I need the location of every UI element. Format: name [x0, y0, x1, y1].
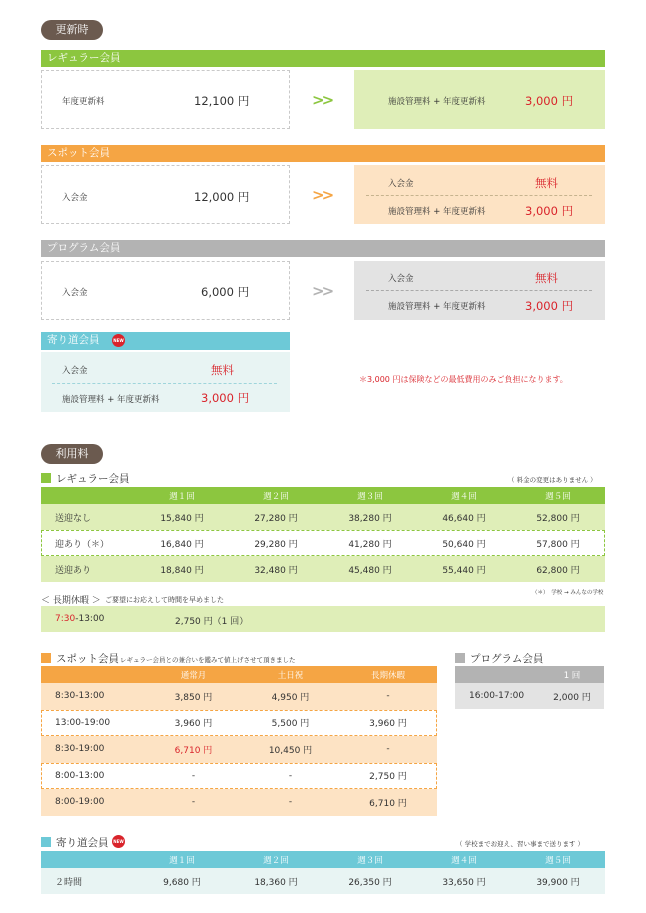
renewal-yorimichi-row1-price: 無料 [211, 363, 234, 377]
program-marker [455, 653, 465, 663]
table-cell: - [386, 744, 390, 755]
column-header: 週１回 [169, 491, 195, 502]
table-cell: - [288, 797, 293, 808]
new-badge: NEW [112, 334, 125, 347]
table-cell: 16:00-17:00 [469, 691, 525, 701]
divider [366, 290, 592, 291]
table-row [41, 736, 437, 763]
table-cell: 8:00-19:00 [55, 797, 105, 808]
table-row [41, 683, 437, 710]
table-cell: 6,710 円 [174, 745, 213, 756]
column-header: 週５回 [545, 855, 571, 866]
arrow-icon: >> [312, 91, 332, 109]
renewal-regular-right-label: 施設管理料 + 年度更新料 [388, 97, 486, 107]
renewal-spot-right1-label: 入会金 [388, 179, 414, 189]
usage-regular-footnote: （＊） 学校 → みんなの学校 [532, 590, 604, 596]
spot-marker [41, 653, 51, 663]
renewal-spot-right2-price: 3,000 円 [525, 204, 574, 218]
yorimichi-marker [41, 837, 51, 847]
table-cell: - [288, 770, 293, 781]
renewal-regular-left-label: 年度更新料 [62, 97, 105, 107]
holiday-time-end: -13:00 [75, 614, 105, 624]
usage-spot-note: レギュラー会員との兼合いを鑑みて値上げさせて頂きました [120, 656, 296, 664]
table-cell: 18,360 円 [254, 877, 298, 888]
table-cell: 9,680 円 [163, 877, 201, 888]
table-cell: 46,640 円 [442, 513, 486, 524]
table-cell: 15,840 円 [160, 513, 204, 524]
renewal-spot-right2-label: 施設管理料 + 年度更新料 [388, 207, 486, 217]
renewal-program-left-price: 6,000 円 [201, 285, 250, 299]
table-cell: 8:00-13:00 [55, 770, 105, 781]
column-header: 週５回 [545, 491, 571, 502]
arrow-icon: >> [312, 186, 332, 204]
table-cell: 10,450 円 [268, 745, 313, 756]
new-badge: NEW [112, 835, 125, 848]
column-header: 週２回 [263, 855, 289, 866]
column-header: 長期休暇 [370, 670, 405, 681]
table-cell: 41,280 円 [348, 539, 392, 550]
regular-marker [41, 473, 51, 483]
column-header: 1 回 [563, 670, 581, 681]
renewal-program-right2-label: 施設管理料 + 年度更新料 [388, 302, 486, 312]
usage-yorimichi-table [41, 851, 605, 894]
usage-regular-note: （ 料金の変更はありません ） [508, 476, 597, 484]
holiday-time [55, 614, 104, 624]
table-cell: 13:00-19:00 [55, 717, 111, 728]
renewal-spot-right1-price: 無料 [535, 176, 558, 190]
usage-spot-title: スポット会員 [56, 653, 119, 665]
table-cell: - [191, 770, 196, 781]
column-header: 週３回 [357, 855, 383, 866]
renewal-regular-left-price: 12,100 円 [194, 94, 250, 108]
renewal-program-left-label: 入会金 [62, 288, 88, 298]
holiday-price: 2,750 円（1 回） [175, 617, 249, 627]
renewal-program-right1-price: 無料 [535, 271, 558, 285]
holiday-note: ご要望にお応えして時間を早めました [105, 596, 224, 604]
table-cell: 27,280 円 [254, 513, 298, 524]
table-cell: 2,750 円 [369, 772, 407, 783]
column-header: 週１回 [169, 855, 195, 866]
renewal-program-right1-label: 入会金 [388, 274, 414, 284]
table-cell: 52,800 円 [536, 513, 580, 524]
renewal-yorimichi-title: 寄り道会員 [47, 334, 100, 346]
table-cell: 18,840 円 [160, 565, 204, 576]
renewal-yorimichi-row1-label: 入会金 [62, 366, 88, 376]
usage-yorimichi-title: 寄り道会員 [56, 837, 109, 849]
table-cell: 38,280 円 [348, 513, 392, 524]
usage-program-title: プログラム会員 [470, 653, 544, 665]
column-header: 週２回 [263, 491, 289, 502]
column-header: 週４回 [451, 855, 477, 866]
usage-yorimichi-note: （ 学校までお迎え、習い事まで送ります ） [456, 840, 585, 848]
renewal-spot-left-price: 12,000 円 [194, 190, 250, 204]
renewal-regular-right-price: 3,000 円 [525, 94, 574, 108]
table-cell: 45,480 円 [348, 565, 392, 576]
column-header: 通常月 [180, 670, 207, 681]
column-header: 週３回 [357, 491, 383, 502]
table-row [41, 710, 437, 737]
table-cell: 3,960 円 [369, 719, 407, 730]
holiday-title: ＜ 長期休暇 ＞ [41, 596, 101, 606]
table-row [41, 789, 437, 816]
table-row [41, 530, 605, 556]
renewal-spot-bar: スポット会員 [41, 145, 605, 162]
table-row [41, 868, 605, 894]
usage-program-table [455, 666, 604, 709]
renewal-program-right2-price: 3,000 円 [525, 299, 574, 313]
holiday-box [41, 606, 605, 632]
table-cell: 5,500 円 [271, 719, 310, 730]
renewal-program-bar: プログラム会員 [41, 240, 605, 257]
table-cell: 57,800 円 [536, 539, 580, 550]
renewal-regular-bar: レギュラー会員 [41, 50, 605, 67]
table-row [41, 763, 437, 790]
usage-spot-table [41, 666, 437, 816]
column-header: 週４回 [451, 491, 477, 502]
holiday-time-start: 7:30 [55, 614, 76, 624]
table-cell: 2,000 円 [553, 692, 591, 703]
renewal-heading: 更新時 [41, 20, 103, 40]
table-cell: 16,840 円 [160, 539, 204, 550]
table-cell: - [191, 797, 196, 808]
column-header: 土日祝 [277, 670, 304, 681]
usage-regular-table [41, 487, 605, 582]
table-cell: 50,640 円 [442, 539, 486, 550]
table-cell: 26,350 円 [348, 877, 392, 888]
table-cell: 29,280 円 [254, 539, 298, 550]
column-header [455, 666, 540, 683]
arrow-icon: >> [312, 282, 332, 300]
renewal-spot-left-label: 入会金 [62, 193, 88, 203]
table-cell: 6,710 円 [369, 798, 407, 809]
table-cell: 4,950 円 [271, 692, 310, 703]
renewal-yorimichi-row2-label: 施設管理料 + 年度更新料 [62, 395, 160, 405]
table-cell: 39,900 円 [536, 877, 580, 888]
table-cell: 33,650 円 [442, 877, 486, 888]
usage-regular-title: レギュラー会員 [56, 473, 130, 485]
table-cell: 62,800 円 [536, 565, 580, 576]
table-cell: 3,960 円 [174, 719, 213, 730]
table-cell: - [386, 691, 390, 702]
table-row [41, 556, 605, 582]
divider [52, 383, 277, 384]
table-row [455, 683, 604, 709]
renewal-footnote: ＊3,000 円は保険などの最低費用のみご負担になります。 [359, 375, 568, 384]
table-row [41, 504, 605, 530]
table-cell: ２時間 [55, 877, 83, 888]
renewal-yorimichi-bar [41, 332, 290, 350]
table-cell: 32,480 円 [254, 565, 298, 576]
column-header [41, 851, 135, 868]
usage-heading: 利用料 [41, 444, 103, 464]
column-header [41, 487, 135, 504]
column-header [41, 666, 145, 683]
renewal-yorimichi-row2-price: 3,000 円 [201, 391, 250, 405]
table-cell: 送迎なし [55, 513, 92, 524]
divider [366, 195, 592, 196]
table-cell: 55,440 円 [442, 565, 486, 576]
table-cell: 迎あり（＊） [55, 539, 110, 550]
table-cell: 8:30-13:00 [55, 691, 105, 702]
table-cell: 3,850 円 [174, 692, 213, 703]
table-cell: 8:30-19:00 [55, 744, 105, 755]
table-cell: 送迎あり [55, 565, 92, 576]
